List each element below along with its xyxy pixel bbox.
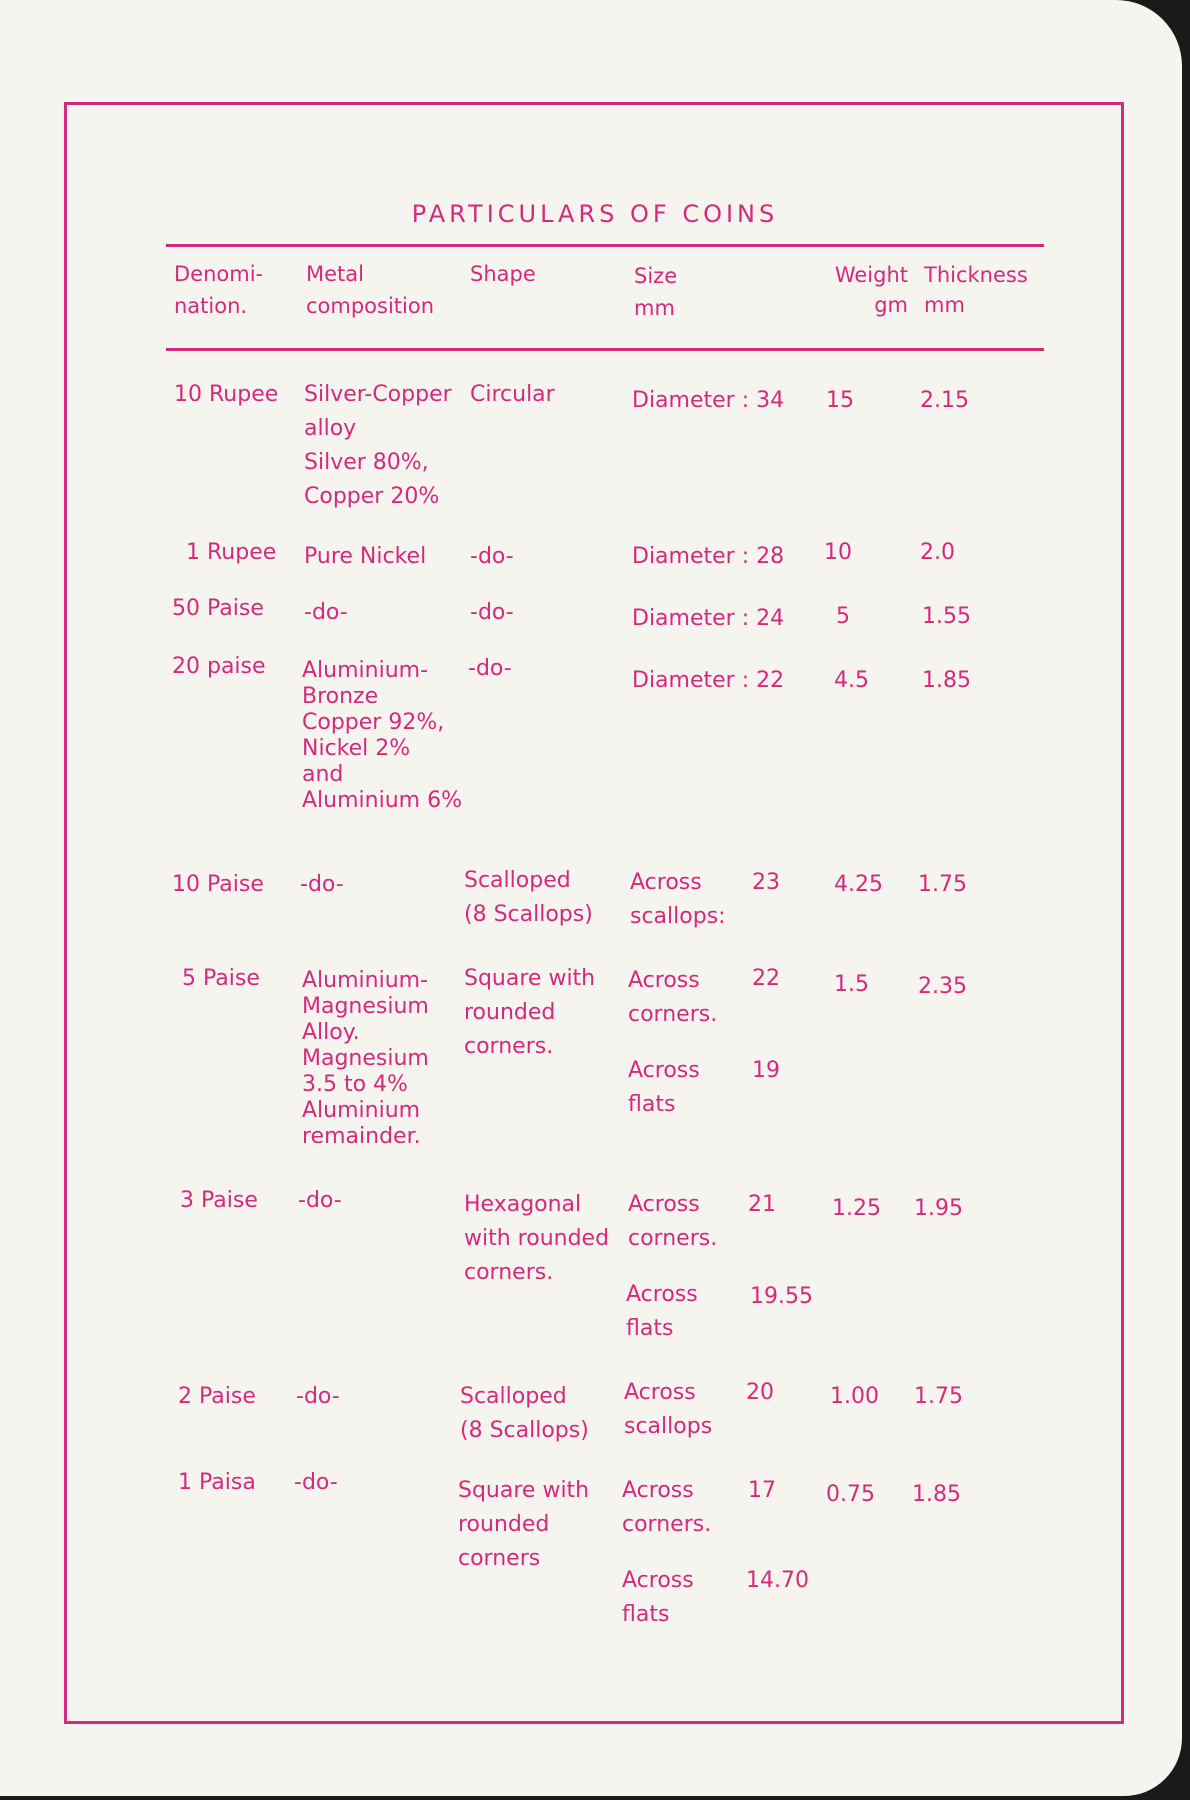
- row-3-paise-metal: -do-: [298, 1188, 342, 1213]
- header-metal: Metal composition: [306, 262, 435, 318]
- row-1-rupee-weight: 10: [824, 540, 852, 565]
- row-10-rupee-thickness: 2.15: [920, 388, 969, 413]
- row-5-paise-weight: 1.5: [834, 972, 869, 997]
- row-10-rupee-metal: Silver-Copper alloy Silver 80%, Copper 20%: [304, 382, 452, 509]
- row-1-paisa-size-value-2: 14.70: [746, 1568, 809, 1593]
- row-5-paise-size-value-2: 19: [752, 1058, 780, 1083]
- row-10-paise-size-label: Across scallops:: [630, 870, 726, 929]
- row-20-paise-thickness: 1.85: [922, 668, 971, 693]
- row-5-paise-size-label: Across corners.: [628, 968, 718, 1027]
- row-1-rupee-shape: -do-: [470, 544, 514, 569]
- row-1-paisa-shape: Square with rounded corners: [458, 1478, 590, 1571]
- header-thickness: Thickness mm: [924, 263, 1028, 317]
- row-10-paise-metal: -do-: [300, 872, 344, 897]
- page-title: PARTICULARS OF COINS: [411, 200, 779, 228]
- row-50-paise-denomination: 50 Paise: [172, 596, 264, 621]
- header-top-rule: [166, 244, 1044, 247]
- row-20-paise-denomination: 20 paise: [172, 654, 266, 679]
- row-2-paise-shape: Scalloped (8 Scallops): [460, 1384, 589, 1443]
- row-1-paisa-denomination: 1 Paisa: [178, 1470, 256, 1495]
- row-3-paise-size-label-2: Across flats: [626, 1282, 698, 1341]
- row-2-paise-size-value: 20: [746, 1380, 774, 1405]
- row-1-paisa-weight: 0.75: [826, 1482, 875, 1507]
- row-3-paise-weight: 1.25: [832, 1196, 881, 1221]
- row-10-rupee-size: Diameter : 34: [632, 388, 785, 413]
- row-20-paise-weight: 4.5: [834, 668, 869, 693]
- row-1-paisa-size-label-2: Across flats: [622, 1568, 694, 1627]
- row-1-rupee-denomination: 1 Rupee: [186, 540, 277, 565]
- row-1-paisa-thickness: 1.85: [912, 1482, 961, 1507]
- row-2-paise-weight: 1.00: [830, 1384, 879, 1409]
- row-20-paise-metal: Aluminium- Bronze Copper 92%, Nickel 2% and Aluminium 6%: [302, 658, 462, 813]
- row-10-rupee-denomination: 10 Rupee: [174, 382, 279, 407]
- row-50-paise-thickness: 1.55: [922, 604, 971, 629]
- row-50-paise-shape: -do-: [470, 600, 514, 625]
- row-2-paise-denomination: 2 Paise: [178, 1384, 256, 1409]
- row-50-paise-size: Diameter : 24: [632, 606, 785, 631]
- row-2-paise-thickness: 1.75: [914, 1384, 963, 1409]
- row-10-rupee-shape: Circular: [470, 382, 555, 407]
- row-1-rupee-thickness: 2.0: [920, 540, 955, 565]
- row-10-paise-denomination: 10 Paise: [172, 872, 264, 897]
- row-10-paise-size-value: 23: [752, 870, 780, 895]
- row-50-paise-metal: -do-: [304, 600, 348, 625]
- header-size: Size mm: [634, 264, 678, 320]
- header-shape: Shape: [470, 262, 536, 286]
- row-10-paise-shape: Scalloped (8 Scallops): [464, 868, 593, 927]
- row-20-paise-size: Diameter : 22: [632, 668, 785, 693]
- row-5-paise-shape: Square with rounded corners.: [464, 966, 596, 1059]
- row-3-paise-size-value: 21: [748, 1192, 776, 1217]
- row-10-paise-thickness: 1.75: [918, 872, 967, 897]
- row-20-paise-shape: -do-: [468, 656, 512, 681]
- header-weight: Weight gm: [834, 263, 908, 317]
- row-3-paise-shape: Hexagonal with rounded corners.: [464, 1192, 610, 1285]
- row-1-paisa-metal: -do-: [294, 1470, 338, 1495]
- row-10-paise-weight: 4.25: [834, 872, 883, 897]
- row-1-paisa-size-label: Across corners.: [622, 1478, 712, 1537]
- row-2-paise-metal: -do-: [296, 1384, 340, 1409]
- row-5-paise-metal: Aluminium- Magnesium Alloy. Magnesium 3.5 to 4% Aluminium remainder.: [302, 968, 429, 1149]
- row-5-paise-size-value: 22: [752, 966, 780, 991]
- row-3-paise-thickness: 1.95: [914, 1196, 963, 1221]
- row-3-paise-denomination: 3 Paise: [180, 1188, 258, 1213]
- row-3-paise-size-label: Across corners.: [628, 1192, 718, 1251]
- row-3-paise-size-value-2: 19.55: [750, 1284, 813, 1309]
- row-5-paise-size-label-2: Across flats: [628, 1058, 700, 1117]
- row-1-rupee-size: Diameter : 28: [632, 544, 785, 569]
- row-10-rupee-weight: 15: [826, 388, 854, 413]
- header-bottom-rule: [166, 348, 1044, 351]
- row-50-paise-weight: 5: [836, 604, 850, 629]
- row-5-paise-thickness: 2.35: [918, 974, 967, 999]
- row-1-paisa-size-value: 17: [748, 1478, 776, 1503]
- row-2-paise-size-label: Across scallops: [624, 1380, 713, 1439]
- header-denomination: Denomi- nation.: [174, 262, 264, 318]
- row-5-paise-denomination: 5 Paise: [182, 966, 260, 991]
- row-1-rupee-metal: Pure Nickel: [304, 544, 427, 569]
